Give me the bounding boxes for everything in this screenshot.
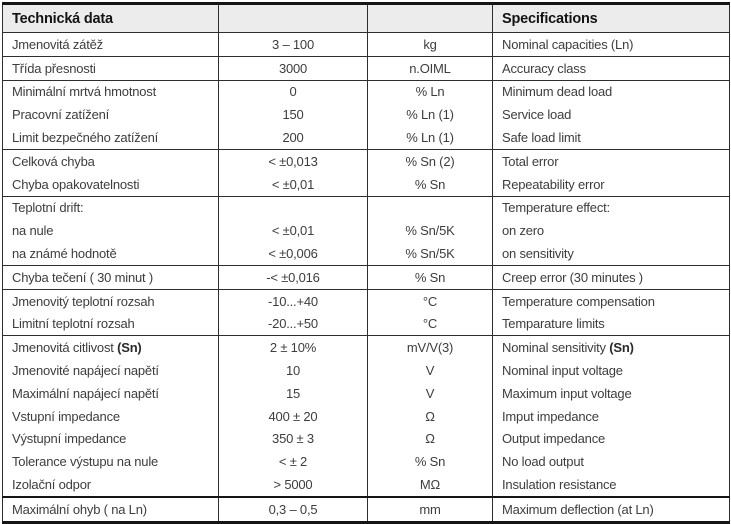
table-row	[3, 428, 730, 451]
table-row	[3, 497, 730, 522]
unit-cell: n.OIML	[368, 56, 493, 80]
header-czech-title: Technická data	[3, 4, 219, 33]
header-unit-column	[368, 4, 493, 33]
unit-cell: V	[368, 359, 493, 382]
table-row	[3, 382, 730, 405]
table-row	[3, 103, 730, 126]
value-cell: 0,3 – 0,5	[219, 497, 368, 522]
english-label-cell: Insulation resistance	[493, 473, 730, 497]
value-cell: < ±0,013	[219, 149, 368, 172]
czech-label-cell: Vstupní impedance	[12, 408, 120, 424]
czech-label-cell: Jmenovitá zátěž	[3, 33, 219, 57]
unit-cell: °C	[368, 313, 493, 336]
datasheet-spec-table-wrap	[2, 2, 729, 524]
english-label-cell-bold: (Sn)	[609, 340, 634, 356]
english-label-cell: Accuracy class	[493, 56, 730, 80]
english-label-cell: No load output	[493, 450, 730, 473]
english-label-cell: Nominal sensitivity (Sn)	[493, 336, 730, 359]
table-row	[3, 473, 730, 497]
english-label-cell: Temparature limits	[493, 313, 730, 336]
english-label-cell: Temperature effect:	[493, 196, 730, 219]
unit-cell: °C	[368, 289, 493, 312]
table-row	[3, 359, 730, 382]
english-label-cell: Creep error (30 minutes )	[493, 265, 730, 289]
table-row	[3, 289, 730, 312]
table-row	[3, 196, 730, 219]
table-row	[3, 450, 730, 473]
table-row	[3, 80, 730, 103]
czech-label-cell: Výstupní impedance	[12, 431, 127, 447]
header-row	[3, 4, 730, 33]
value-cell: -10...+40	[219, 289, 368, 312]
value-cell: 0	[219, 80, 368, 103]
table-row	[3, 173, 730, 196]
unit-cell: % Sn/5K	[368, 242, 493, 265]
unit-cell: % Sn/5K	[368, 219, 493, 242]
english-label-cell: Maximum input voltage	[493, 382, 730, 405]
czech-label-cell: Jmenovitá citlivost (Sn)	[12, 340, 142, 356]
unit-cell: % Ln (1)	[368, 103, 493, 126]
value-cell: < ±0,01	[219, 219, 368, 242]
table-row	[3, 242, 730, 265]
value-cell: 350 ± 3	[219, 428, 368, 451]
czech-label-cell: Pracovní zatížení	[12, 107, 110, 123]
table-row	[3, 313, 730, 336]
czech-label-cell: Tolerance výstupu na nule	[12, 454, 159, 470]
english-label-cell: Imput impedance	[493, 405, 730, 428]
english-label-cell: Maximum deflection (at Ln)	[493, 497, 730, 522]
czech-label-cell: Celková chyba	[12, 153, 95, 169]
value-cell: 3000	[219, 56, 368, 80]
unit-cell: kg	[368, 33, 493, 57]
value-cell: 200	[219, 126, 368, 149]
czech-label-cell: Jmenovitý teplotní rozsah	[12, 293, 155, 309]
value-cell: 10	[219, 359, 368, 382]
czech-label-cell: Izolační odpor	[3, 473, 219, 497]
czech-label-cell-bold: (Sn)	[117, 340, 142, 356]
czech-label-cell: na nule	[12, 223, 54, 239]
table-row	[3, 33, 730, 57]
value-cell: 3 – 100	[219, 33, 368, 57]
czech-label-cell: Třída přesnosti	[3, 56, 219, 80]
unit-cell: MΩ	[368, 473, 493, 497]
header-value-column	[219, 4, 368, 33]
english-label-cell: Total error	[493, 149, 730, 172]
english-label-cell: on sensitivity	[493, 242, 730, 265]
spec-table-header	[3, 4, 730, 33]
value-cell: 2 ± 10%	[219, 336, 368, 359]
czech-label-cell: na známé hodnotě	[3, 242, 219, 265]
czech-label-cell: Maximální ohyb ( na Ln)	[12, 501, 147, 517]
czech-label-cell: Jmenovité napájecí napětí	[12, 363, 159, 379]
unit-cell: Ω	[368, 428, 493, 451]
table-row	[3, 265, 730, 289]
english-label-cell: Service load	[493, 103, 730, 126]
english-label-cell: Nominal input voltage	[493, 359, 730, 382]
value-cell: < ± 2	[219, 450, 368, 473]
table-row	[3, 336, 730, 359]
czech-label-cell: Limitní teplotní rozsah	[3, 313, 219, 336]
czech-label-cell: Chyba tečení ( 30 minut )	[3, 265, 219, 289]
value-cell: < ±0,006	[219, 242, 368, 265]
english-label-cell: Temperature compensation	[493, 289, 730, 312]
value-cell: -20...+50	[219, 313, 368, 336]
value-cell: 400 ± 20	[219, 405, 368, 428]
english-label-cell: Repeatability error	[493, 173, 730, 196]
table-row	[3, 56, 730, 80]
unit-cell: mm	[368, 497, 493, 522]
czech-label-cell: Chyba opakovatelnosti	[3, 173, 219, 196]
czech-label-cell: Teplotní drift:	[12, 200, 84, 216]
unit-cell: % Sn	[368, 265, 493, 289]
czech-label-cell: Maximální napájecí napětí	[12, 385, 159, 401]
unit-cell: % Sn	[368, 173, 493, 196]
value-cell: 15	[219, 382, 368, 405]
spec-table	[2, 2, 730, 524]
english-label-cell: Minimum dead load	[493, 80, 730, 103]
value-cell	[219, 196, 368, 219]
table-row	[3, 219, 730, 242]
czech-label-cell: Minimální mrtvá hmotnost	[12, 84, 157, 100]
unit-cell: % Sn (2)	[368, 149, 493, 172]
unit-cell: V	[368, 382, 493, 405]
unit-cell: Ω	[368, 405, 493, 428]
spec-table-body	[3, 33, 730, 523]
header-english-title: Specifications	[493, 4, 730, 33]
value-cell: > 5000	[219, 473, 368, 497]
value-cell: -< ±0,016	[219, 265, 368, 289]
english-label-cell: Output impedance	[493, 428, 730, 451]
unit-cell	[368, 196, 493, 219]
unit-cell: % Sn	[368, 450, 493, 473]
english-label-cell: Safe load limit	[493, 126, 730, 149]
value-cell: < ±0,01	[219, 173, 368, 196]
table-row	[3, 126, 730, 149]
value-cell: 150	[219, 103, 368, 126]
table-row	[3, 149, 730, 172]
czech-label-cell: Limit bezpečného zatížení	[3, 126, 219, 149]
english-label-cell: on zero	[493, 219, 730, 242]
unit-cell: % Ln (1)	[368, 126, 493, 149]
unit-cell: mV/V(3)	[368, 336, 493, 359]
table-row	[3, 405, 730, 428]
unit-cell: % Ln	[368, 80, 493, 103]
english-label-cell: Nominal capacities (Ln)	[493, 33, 730, 57]
